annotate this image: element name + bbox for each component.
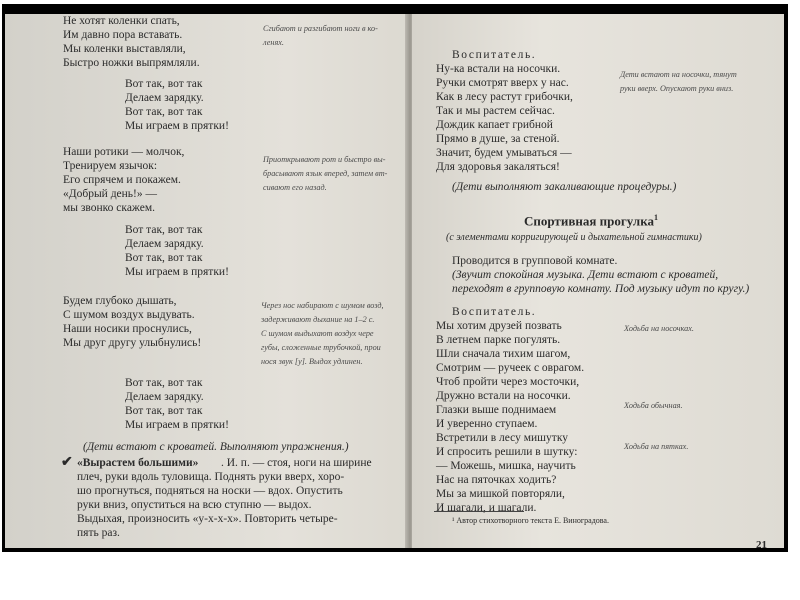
refrain-line: Вот так, вот так	[125, 405, 203, 417]
section-subtitle: (с элементами корригирующей и дыхательной гимнастики)	[446, 232, 702, 243]
exercise-line: пять раз.	[77, 527, 120, 539]
poem-line: И уверенно ступаем.	[436, 418, 538, 430]
poem-line: Быстро ножки выпрямляли.	[63, 57, 200, 69]
instruction-text: (Дети встают с кроватей. Выполняют упражнения.)	[83, 441, 349, 453]
exercise-line: Выдыхая, произносить «у-х-х-х». Повторить четыре-	[77, 513, 338, 525]
side-note: Ходьба на носочках.	[624, 324, 694, 333]
poem-line: Как в лесу растут грибочки,	[436, 91, 573, 103]
poem-line: Мы друг другу улыбнулись!	[63, 337, 202, 349]
refrain-line: Вот так, вот так	[125, 252, 203, 264]
footnote-text: ¹ Автор стихотворного текста Е. Виноградова.	[452, 516, 609, 525]
poem-line: В летнем парке погулять.	[436, 334, 561, 346]
stage-direction: переходят в групповую комнату. Под музыку идут по кругу.)	[452, 283, 750, 295]
right-page	[412, 14, 784, 548]
speaker-label: Воспитатель.	[452, 306, 537, 318]
speaker-label: Воспитатель.	[452, 49, 537, 61]
exercise-line: . И. п. — стоя, ноги на ширине	[221, 457, 372, 469]
exercise-line: плеч, руки вдоль туловища. Поднять руки вверх, хоро-	[77, 471, 345, 483]
poem-line: мы звонко скажем.	[63, 202, 155, 214]
poem-line: Тренируем язычок:	[63, 160, 158, 172]
poem-line: Так и мы растем сейчас.	[436, 105, 555, 117]
book-photo	[2, 4, 788, 552]
poem-line: Мы коленки выставляли,	[63, 43, 186, 55]
poem-line: Наши ротики — молчок,	[63, 146, 185, 158]
poem-line: Шли сначала тихим шагом,	[436, 348, 571, 360]
poem-line: С шумом воздух выдувать.	[63, 309, 195, 321]
poem-line: Ну-ка встали на носочки.	[436, 63, 561, 75]
side-note: нося звук [у]. Выдох удлинен.	[261, 357, 363, 366]
section-title: Спортивная прогулка$^1$	[524, 213, 658, 229]
poem-line: Значит, будем умываться —	[436, 147, 572, 159]
poem-line: Мы хотим друзей позвать	[436, 320, 562, 332]
poem-line: «Добрый день!» —	[63, 188, 158, 200]
intro-text: Проводится в групповой комнате.	[452, 255, 618, 267]
poem-line: Им давно пора вставать.	[63, 29, 183, 41]
page-number: 21	[756, 539, 767, 548]
check-mark-icon: ✔	[61, 455, 73, 470]
poem-line: Прямо в душе, за стеной.	[436, 133, 560, 145]
exercise-line: руки вниз, опуститься на всю ступню — выдох.	[77, 499, 312, 511]
poem-line: Мы за мишкой повторяли,	[436, 488, 565, 500]
exercise-line: шо прогнуться, подняться на носки — вдох. Опустить	[77, 485, 343, 497]
refrain-line: Мы играем в прятки!	[125, 120, 229, 132]
refrain-line: Вот так, вот так	[125, 377, 203, 389]
footnote-divider	[434, 511, 524, 512]
side-note: ленях.	[263, 38, 284, 47]
refrain-line: Вот так, вот так	[125, 78, 203, 90]
poem-line: И шагали, и шагали.	[436, 502, 537, 514]
side-note: Через нос набирают с шумом возд,	[261, 301, 384, 310]
footnote-marker: 1	[654, 213, 658, 222]
poem-line: Дождик капает грибной	[436, 119, 553, 131]
refrain-line: Делаем зарядку.	[125, 238, 204, 250]
poem-line: Его спрячем и покажем.	[63, 174, 181, 186]
poem-line: Встретили в лесу мишутку	[436, 432, 568, 444]
left-page	[5, 14, 409, 548]
poem-line: И спросить решили в шутку:	[436, 446, 578, 458]
refrain-line: Вот так, вот так	[125, 224, 203, 236]
refrain-line: Мы играем в прятки!	[125, 419, 229, 431]
refrain-line: Делаем зарядку.	[125, 391, 204, 403]
poem-line: Дружно встали на носочки.	[436, 390, 571, 402]
side-note: Сгибают и разгибают ноги в ко-	[263, 24, 378, 33]
poem-line: Будем глубоко дышать,	[63, 295, 177, 307]
side-note: брасывают язык вперед, затем вт-	[263, 169, 388, 178]
poem-line: — Можешь, мишка, научить	[436, 460, 576, 472]
side-note: губы, сложенные трубочкой, прои	[261, 343, 381, 352]
poem-line: Наши носики проснулись,	[63, 323, 192, 335]
poem-line: Смотрим — ручеек с оврагом.	[436, 362, 585, 374]
poem-line: Чтоб пройти через мосточки,	[436, 376, 580, 388]
side-note: С шумом выдыхают воздух чере	[261, 329, 374, 338]
side-note: Ходьба обычная.	[624, 401, 683, 410]
exercise-title: «Вырастем большими»	[77, 457, 199, 469]
instruction-text: (Дети выполняют закаливающие процедуры.)	[452, 181, 677, 193]
poem-line: Ручки смотрят вверх у нас.	[436, 77, 569, 89]
refrain-line: Мы играем в прятки!	[125, 266, 229, 278]
poem-line: Для здоровья закаляться!	[436, 161, 560, 173]
poem-line: Нас на пяточках ходить?	[436, 474, 557, 486]
side-note: Ходьба на пятках.	[624, 442, 689, 451]
poem-line: Не хотят коленки спать,	[63, 15, 180, 27]
refrain-line: Делаем зарядку.	[125, 92, 204, 104]
side-note: Приоткрывают рот и быстро вы-	[263, 155, 386, 164]
side-note: Дети встают на носочки, тянут	[620, 70, 737, 79]
poem-line: Глазки выше поднимаем	[436, 404, 557, 416]
stage-direction: (Звучит спокойная музыка. Дети встают с кроватей,	[452, 269, 719, 281]
side-note: сивают его назад.	[263, 183, 327, 192]
side-note: задерживают дыхание на 1–2 с.	[261, 315, 375, 324]
side-note: руки вверх. Опускают руки вниз.	[620, 84, 734, 93]
refrain-line: Вот так, вот так	[125, 106, 203, 118]
